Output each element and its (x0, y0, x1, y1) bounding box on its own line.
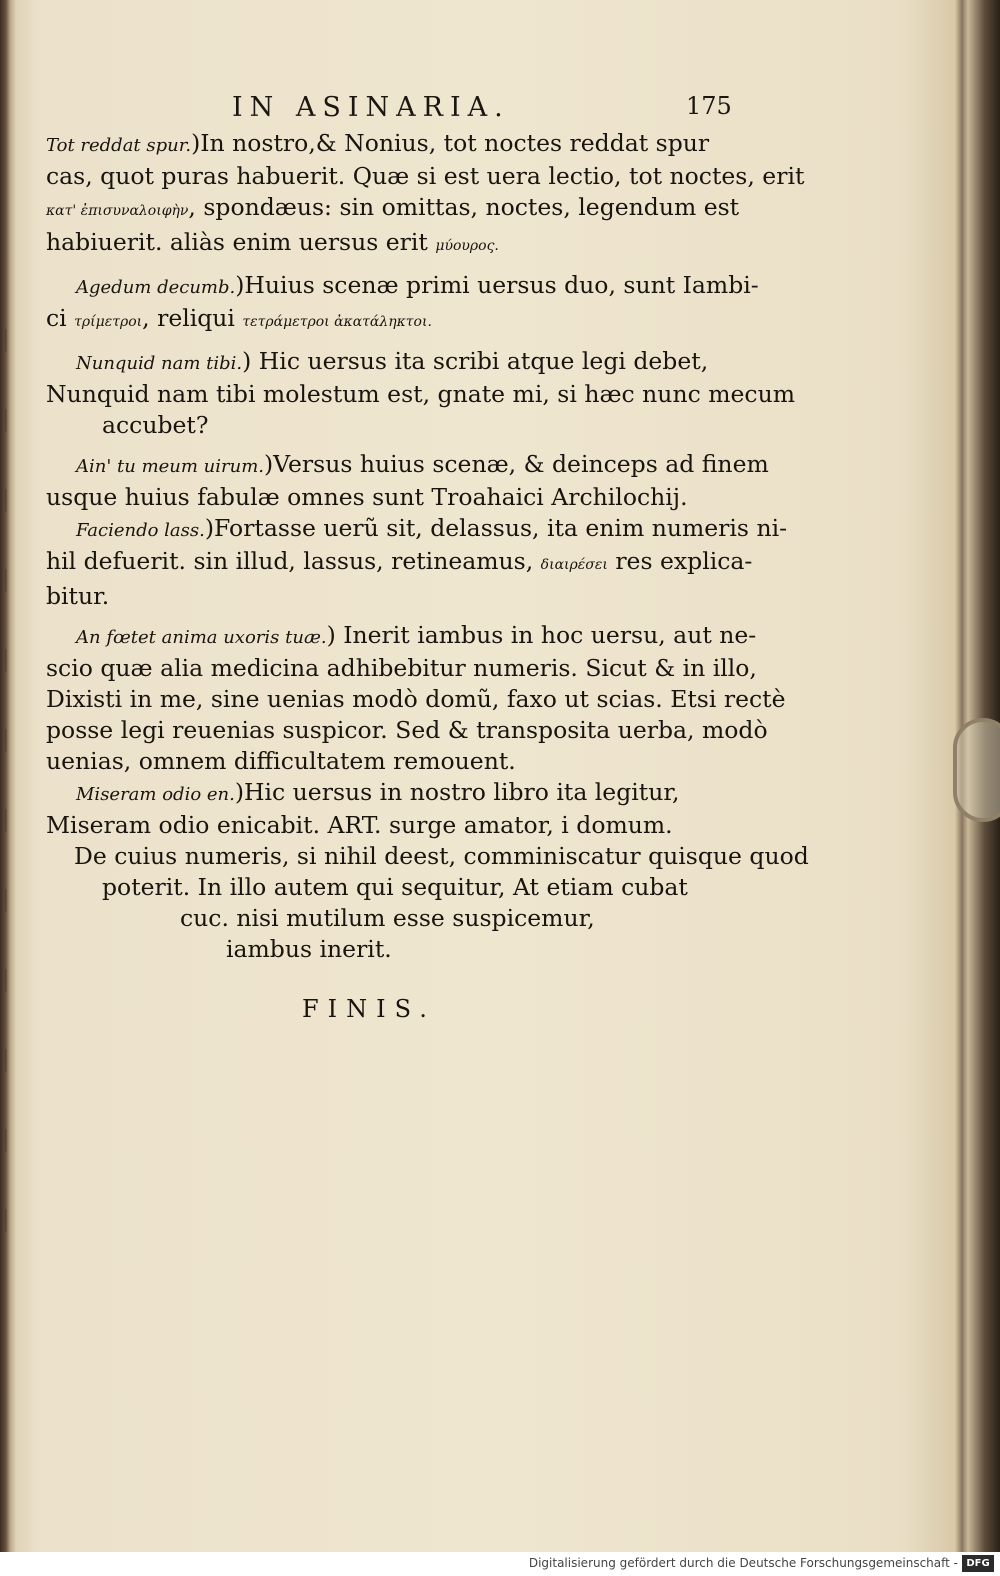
greek-term: διαιρέσει (540, 557, 608, 573)
text-line: , spondæus: sin omittas, noctes, legendum est (188, 193, 740, 221)
text-line: posse legi reuenias suspicor. Sed & transposita uerba, modò (46, 716, 768, 744)
page-number: 175 (686, 92, 732, 120)
page-text (46, 92, 809, 1023)
running-head: IN ASINARIA. (232, 92, 510, 123)
text-line: Dixisti in me, sine uenias modò domũ, faxo ut scias. Etsi rectè (46, 685, 786, 713)
text-line: ) Inerit iambus in hoc uersu, aut ne- (326, 621, 757, 649)
paragraph-ain-tu (46, 449, 769, 513)
text-line: cas, quot puras habuerit. Quæ si est uera lectio, tot noctes, erit (46, 162, 805, 190)
verse-line: Nunquid nam tibi molestum est, gnate mi, si hæc nunc mecum (46, 380, 795, 408)
verse-line: accubet? (102, 411, 209, 439)
text-line: , reliqui (142, 304, 243, 332)
paragraph-tot-reddat (46, 128, 805, 262)
text-line: )In nostro,& Nonius, tot noctes reddat spur (191, 129, 710, 157)
text-line: iambus inerit. (226, 935, 392, 963)
text-line: uenias, omnem difficultatem remouent. (46, 747, 516, 775)
greek-term: κατ' ἐπισυναλοιφὴν (46, 203, 189, 219)
text-line: ci (46, 304, 75, 332)
verse-line: Miseram odio enicabit. ART. surge amator, i domum. (46, 811, 673, 839)
lemma: Ain' tu meum uirum. (76, 456, 265, 477)
lemma: Tot reddat spur. (46, 135, 192, 156)
text-line: )Fortasse uerũ sit, delassus, ita enim numeris ni- (204, 514, 788, 542)
paragraph-nunquid (46, 346, 795, 441)
greek-term: τετράμετροι ἀκατάληκτοι. (242, 314, 432, 330)
dfg-logo: DFG (962, 1555, 994, 1572)
greek-term: μύουρος. (435, 238, 499, 254)
paragraph-faciendo (46, 513, 788, 612)
facing-page-edge: | | | | | | | | | | | | (2, 327, 10, 1232)
text-line: hil defuerit. sin illud, lassus, retineamus, (46, 547, 541, 575)
text-line: usque huius fabulæ omnes sunt Troahaici Archilochij. (46, 483, 688, 511)
paragraph-agedum (46, 270, 759, 338)
lemma: Faciendo lass. (76, 520, 205, 541)
lemma: Miseram odio en. (76, 784, 235, 805)
text-line: bitur. (46, 582, 110, 610)
text-line: habiuerit. aliàs enim uersus erit (46, 228, 436, 256)
text-line: )Versus huius scenæ, & deinceps ad finem (264, 450, 769, 478)
text-line: )Hic uersus in nostro libro ita legitur, (234, 778, 680, 806)
footer-credit: Digitalisierung gefördert durch die Deutsche Forschungsgemeinschaft - (528, 1556, 958, 1570)
lemma: An fœtet anima uxoris tuæ. (76, 627, 327, 648)
footer-bar (0, 1552, 1000, 1576)
lemma: Agedum decumb. (76, 277, 236, 298)
lemma: Nunquid nam tibi. (76, 353, 243, 374)
text-line: cuc. nisi mutilum esse suspicemur, (180, 904, 595, 932)
text-line: scio quæ alia medicina adhibebitur numeris. Sicut & in illo, (46, 654, 757, 682)
text-line: )Huius scenæ primi uersus duo, sunt Iambi- (235, 271, 759, 299)
paragraph-an-foetet (46, 620, 786, 777)
text-line: De cuius numeris, si nihil deest, comminiscatur quisque quod (74, 842, 809, 870)
text-line: ) Hic uersus ita scribi atque legi debet, (242, 347, 709, 375)
finis: FINIS. (302, 995, 436, 1023)
page-header (46, 92, 736, 128)
text-line: poterit. In illo autem qui sequitur, At etiam cubat (102, 873, 688, 901)
greek-term: τρίμετροι (74, 314, 143, 330)
text-line: res explica- (607, 547, 753, 575)
binding-clip (953, 718, 1000, 822)
paragraph-miseram (46, 777, 809, 965)
